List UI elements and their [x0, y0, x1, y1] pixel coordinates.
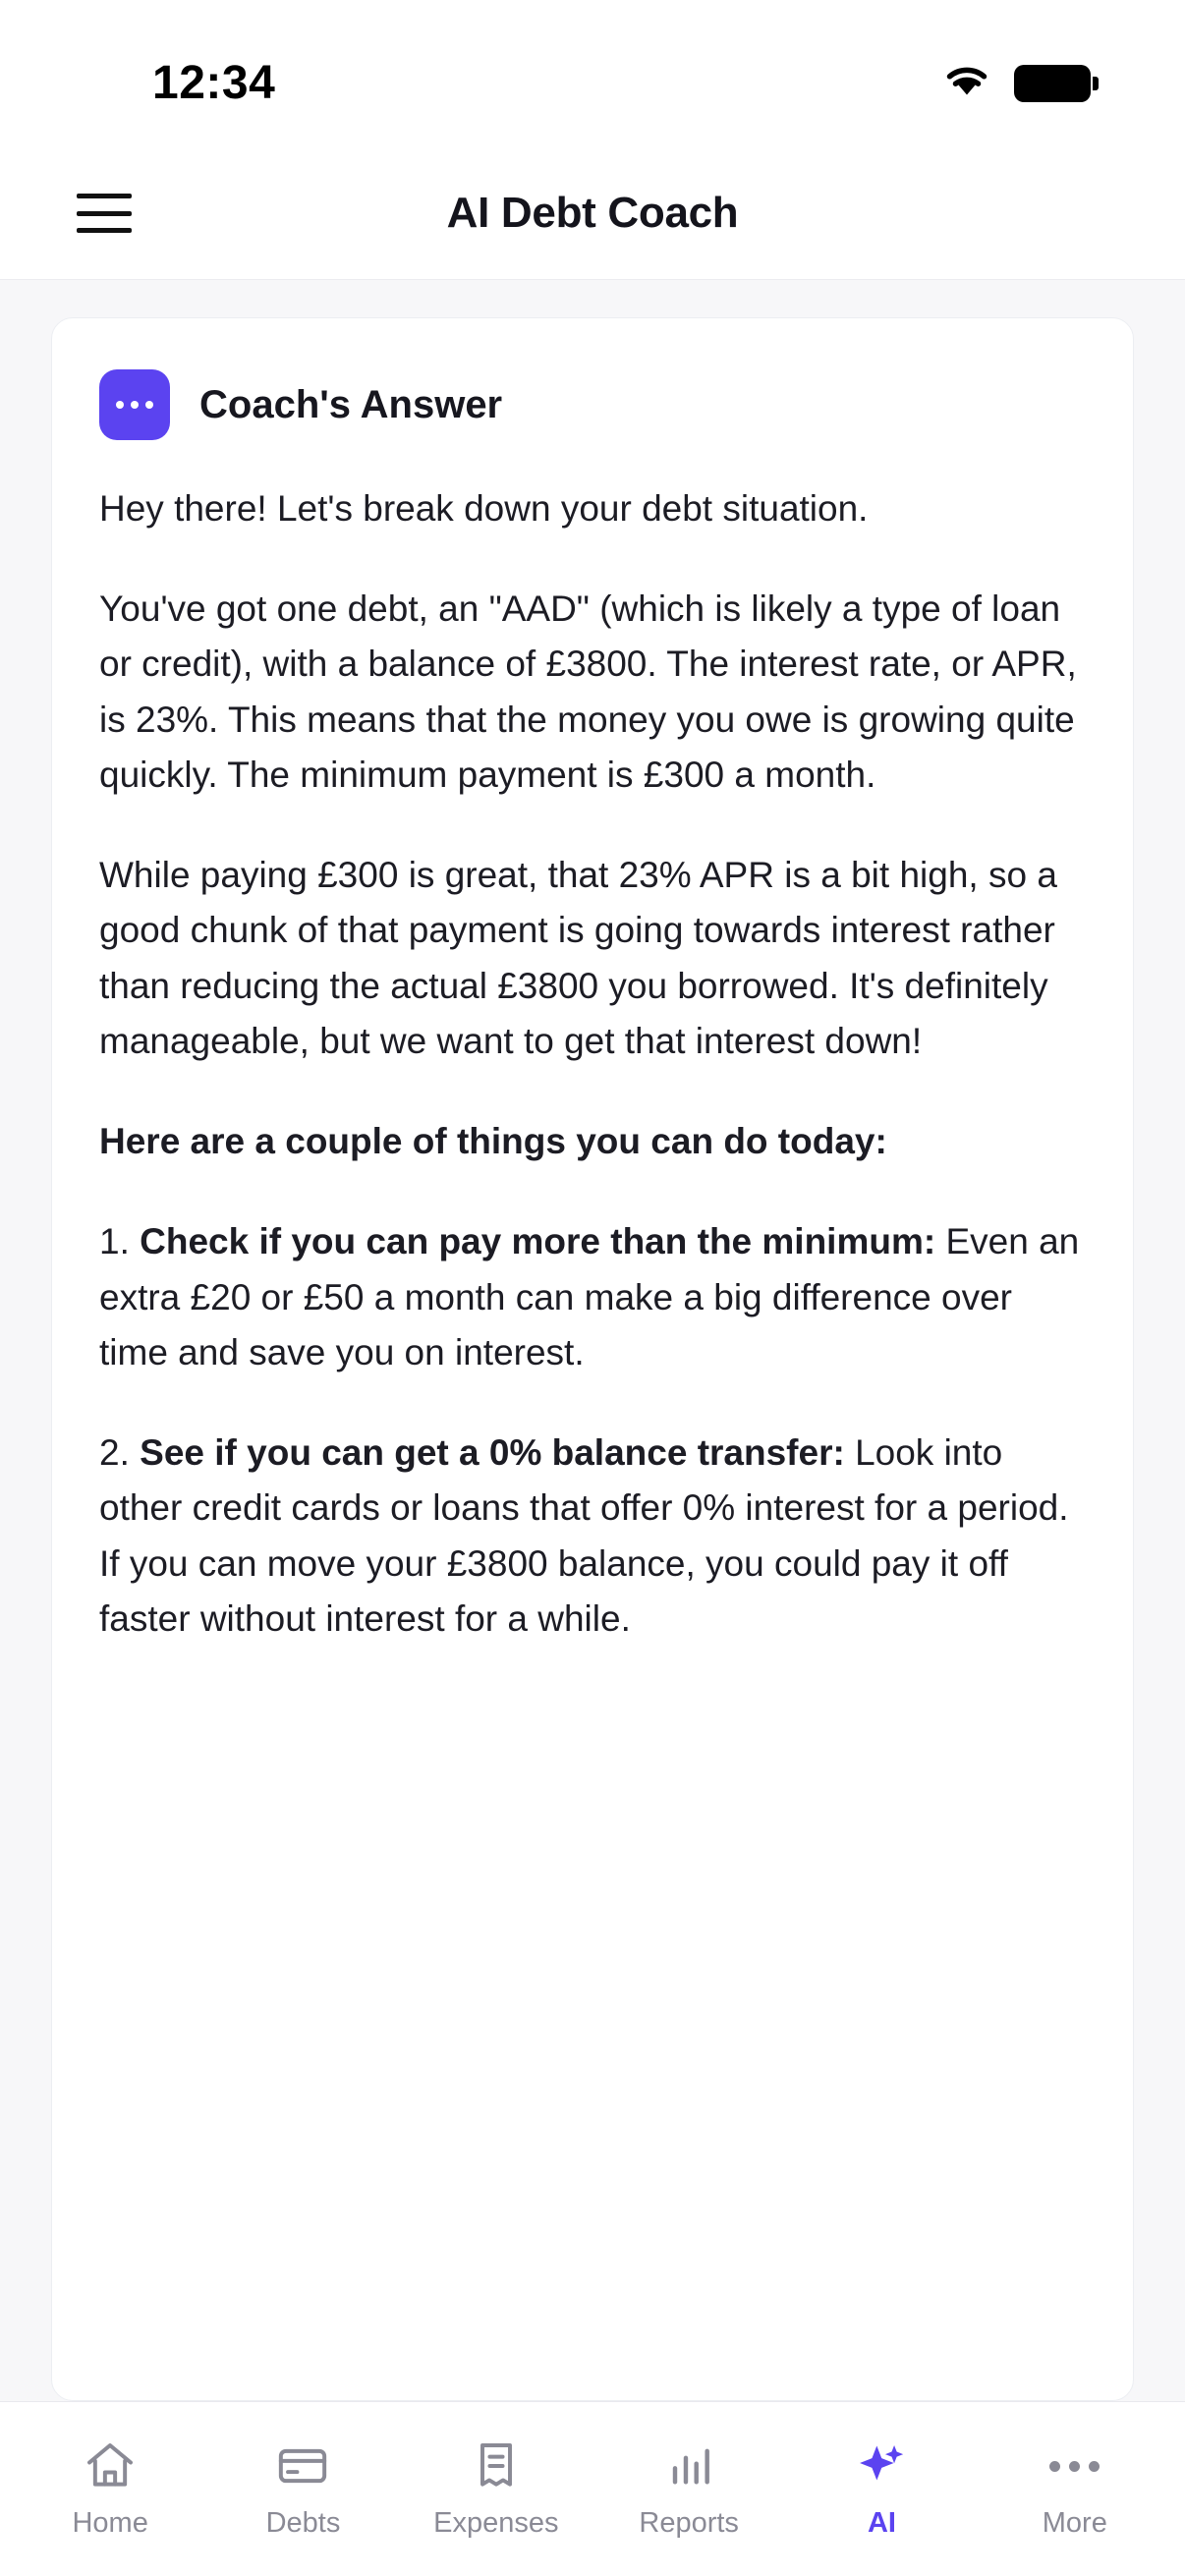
sparkles-icon — [854, 2438, 909, 2493]
tip-2-body: Look into other credit cards or loans that offer 0% interest for a period. If you can move your £3800 balance, you could pay it off faster without interest for a while. — [99, 1432, 1069, 1639]
tab-ai[interactable] — [785, 2438, 978, 2540]
home-icon — [83, 2438, 138, 2493]
answer-tip-2 — [99, 1426, 1086, 1647]
credit-card-icon — [275, 2438, 330, 2493]
tab-more[interactable] — [979, 2438, 1171, 2540]
answer-tips-heading: Here are a couple of things you can do today: — [99, 1121, 887, 1162]
tab-more-label: More — [1042, 2507, 1107, 2539]
chat-bubble-icon — [99, 369, 170, 440]
tab-home-label: Home — [72, 2507, 148, 2539]
answer-tip-1 — [99, 1214, 1086, 1380]
tip-1-body: Even an extra £20 or £50 a month can make a big difference over time and save you on interest. — [99, 1221, 1080, 1372]
tab-reports-label: Reports — [639, 2507, 739, 2539]
ellipsis-icon — [1049, 2438, 1100, 2493]
receipt-icon — [469, 2438, 524, 2493]
tip-2-heading: See if you can get a 0% balance transfer: — [140, 1432, 845, 1474]
tip-1-number: 1. — [99, 1221, 130, 1262]
bottom-tab-bar — [0, 2401, 1185, 2576]
tab-debts[interactable] — [206, 2438, 399, 2540]
bar-chart-icon — [661, 2438, 716, 2493]
card-title: Coach's Answer — [199, 382, 503, 426]
status-bar — [0, 0, 1185, 147]
tip-2-number: 2. — [99, 1432, 130, 1474]
card-header — [99, 369, 1086, 440]
answer-paragraph-3: While paying £300 is great, that 23% APR is a bit high, so a good chunk of that payment is going towards interest rather than reducing the actual £3800 you borrowed. It's definitely manageable, but we want to get that interest down! — [99, 855, 1057, 1061]
tab-ai-label: AI — [867, 2507, 896, 2539]
coach-answer-card — [51, 317, 1134, 2401]
tab-reports[interactable] — [592, 2438, 785, 2540]
answer-body — [99, 481, 1086, 1647]
status-indicators — [941, 62, 1091, 106]
tab-expenses[interactable] — [400, 2438, 592, 2540]
tab-debts-label: Debts — [265, 2507, 341, 2539]
answer-paragraph-2: You've got one debt, an "AAD" (which is likely a type of loan or credit), with a balance of £3800. The interest rate, or APR, is 23%. This means that the money you owe is growing quite quickly. The minimum payment is £300 a month. — [99, 588, 1077, 795]
tab-home[interactable] — [14, 2438, 206, 2540]
battery-full-icon — [1014, 65, 1091, 102]
page-title: AI Debt Coach — [446, 189, 739, 237]
app-bar — [0, 147, 1185, 280]
main-content — [0, 280, 1185, 2401]
status-time: 12:34 — [152, 56, 276, 109]
answer-paragraph-1: Hey there! Let's break down your debt situation. — [99, 488, 869, 529]
wifi-icon — [941, 62, 992, 106]
tip-1-heading: Check if you can pay more than the minimum: — [140, 1221, 936, 1262]
hamburger-menu-icon[interactable] — [77, 194, 132, 233]
tab-expenses-label: Expenses — [433, 2507, 559, 2539]
